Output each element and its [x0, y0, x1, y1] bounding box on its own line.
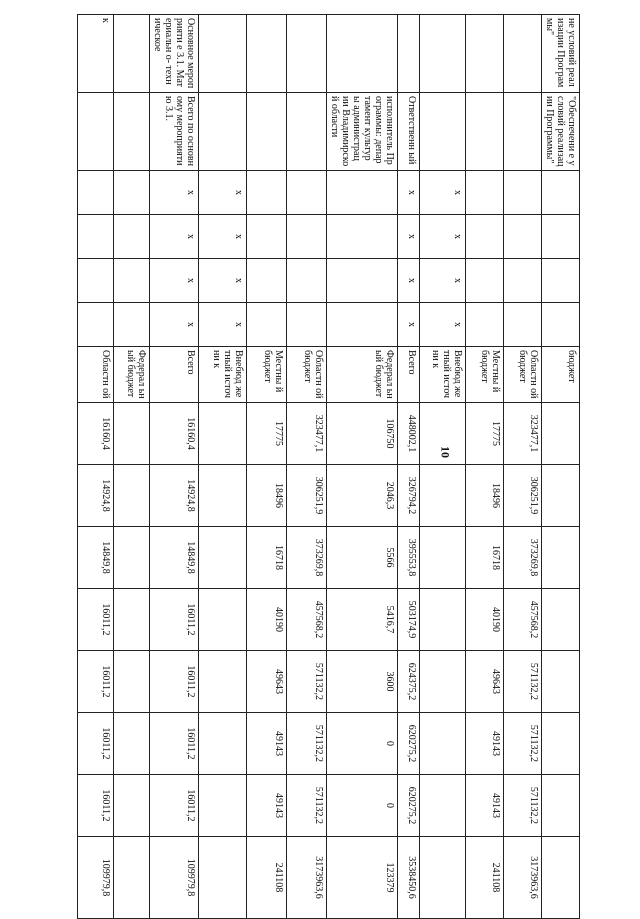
table-cell: 49643	[466, 651, 504, 713]
table-cell	[466, 303, 504, 347]
table-cell: 241108	[466, 837, 504, 919]
table-cell: 323477,1	[287, 403, 327, 465]
table-cell: 3538450,6	[398, 837, 420, 919]
table-cell: 16011,2	[150, 713, 199, 775]
table-cell: 16011,2	[150, 589, 199, 651]
table-cell: Ответственн ый	[398, 93, 420, 171]
table-cell: x	[398, 215, 420, 259]
table-cell: x	[150, 303, 199, 347]
table-cell: 16160,4	[78, 403, 114, 465]
table-cell	[542, 259, 580, 303]
table-cell: 49643	[247, 651, 287, 713]
table-cell	[114, 303, 150, 347]
table-cell	[420, 651, 466, 713]
table-cell	[504, 215, 542, 259]
table-cell: "Обеспечени е условий реализации Программы"	[542, 93, 580, 171]
table-cell: x	[199, 171, 247, 215]
table-cell: бюджет	[542, 347, 580, 403]
table-cell	[114, 15, 150, 93]
table-cell	[542, 651, 580, 713]
table-cell: x	[150, 215, 199, 259]
table-cell	[287, 259, 327, 303]
table-row	[398, 15, 420, 919]
table-cell: 2046,3	[327, 465, 398, 527]
table-cell	[420, 713, 466, 775]
table-cell: 571132,2	[287, 713, 327, 775]
table-cell: Основное мероприяти е 3.1. Материальн о- техническое	[150, 15, 199, 93]
table-cell	[504, 259, 542, 303]
table-cell: 109979,8	[150, 837, 199, 919]
table-cell	[287, 15, 327, 93]
table-cell	[466, 259, 504, 303]
table-cell: x	[398, 303, 420, 347]
table-cell	[542, 713, 580, 775]
table-cell	[542, 837, 580, 919]
table-cell: к	[78, 15, 114, 93]
table-row	[150, 15, 199, 919]
table-cell: 18496	[466, 465, 504, 527]
table-cell	[78, 171, 114, 215]
table-cell: 16160,4	[150, 403, 199, 465]
table-cell	[542, 403, 580, 465]
table-cell	[542, 589, 580, 651]
table-cell: 306251,9	[504, 465, 542, 527]
table-cell	[199, 589, 247, 651]
table-cell: 0	[327, 713, 398, 775]
table-cell: 109979,8	[78, 837, 114, 919]
rotated-table-container	[80, 14, 580, 899]
budget-table	[77, 14, 580, 919]
table-cell: 18496	[247, 465, 287, 527]
table-cell: Местны й бюджет	[247, 347, 287, 403]
table-cell: 17775	[247, 403, 287, 465]
table-cell	[199, 713, 247, 775]
table-cell	[247, 15, 287, 93]
table-cell	[327, 15, 398, 93]
table-cell	[199, 93, 247, 171]
table-cell: Всего по основному мероприяти ю 3.1.	[150, 93, 199, 171]
table-cell: x	[199, 303, 247, 347]
table-cell: Областн ой бюджет	[504, 347, 542, 403]
table-cell: 14849,8	[150, 527, 199, 589]
table-cell	[114, 215, 150, 259]
table-cell: 457568,2	[504, 589, 542, 651]
table-cell	[504, 171, 542, 215]
table-cell	[542, 775, 580, 837]
table-cell: 106750	[327, 403, 398, 465]
table-row	[199, 15, 247, 919]
table-cell	[542, 465, 580, 527]
table-cell: Областн ой бюджет	[287, 347, 327, 403]
page-number: 10	[438, 446, 453, 458]
table-row	[78, 15, 114, 919]
table-cell: Областн ой	[78, 347, 114, 403]
table-cell	[420, 403, 466, 465]
table-cell	[504, 93, 542, 171]
table-cell	[420, 527, 466, 589]
table-cell	[420, 15, 466, 93]
table-cell: 5566	[327, 527, 398, 589]
table-cell: 326794,2	[398, 465, 420, 527]
table-row	[466, 15, 504, 919]
table-cell	[327, 171, 398, 215]
table-cell: Всего	[398, 347, 420, 403]
table-cell: 16011,2	[78, 713, 114, 775]
table-cell	[199, 651, 247, 713]
table-cell: x	[420, 171, 466, 215]
table-body	[78, 15, 580, 919]
table-cell: 571132,2	[287, 651, 327, 713]
table-cell	[398, 15, 420, 93]
table-cell	[542, 527, 580, 589]
table-cell	[287, 303, 327, 347]
table-cell: 14924,8	[78, 465, 114, 527]
table-cell: 40190	[466, 589, 504, 651]
table-cell	[287, 171, 327, 215]
table-cell	[420, 775, 466, 837]
table-cell	[199, 15, 247, 93]
table-cell	[114, 93, 150, 171]
table-cell	[78, 303, 114, 347]
table-cell: не условий реализации Программы"	[542, 15, 580, 93]
table-cell	[466, 171, 504, 215]
table-cell	[114, 713, 150, 775]
table-cell: 571132,2	[504, 713, 542, 775]
table-cell: x	[199, 259, 247, 303]
table-cell: 571132,2	[504, 775, 542, 837]
table-cell: 395553,8	[398, 527, 420, 589]
table-cell: 503174,9	[398, 589, 420, 651]
table-cell: 241108	[247, 837, 287, 919]
table-cell	[466, 215, 504, 259]
table-cell: x	[398, 259, 420, 303]
table-cell	[199, 837, 247, 919]
table-cell: 3173963,6	[287, 837, 327, 919]
table-cell: x	[150, 259, 199, 303]
table-cell: 3173963,6	[504, 837, 542, 919]
table-cell	[114, 465, 150, 527]
table-row	[420, 15, 466, 919]
table-cell: Внебюд жетный источни к	[199, 347, 247, 403]
table-cell	[504, 15, 542, 93]
table-cell: x	[199, 215, 247, 259]
table-cell: 620275,2	[398, 713, 420, 775]
table-cell: 448002,1	[398, 403, 420, 465]
table-cell	[420, 589, 466, 651]
table-cell: x	[420, 303, 466, 347]
table-cell	[420, 837, 466, 919]
table-cell	[114, 589, 150, 651]
table-cell	[420, 465, 466, 527]
table-row	[247, 15, 287, 919]
table-cell: Всего	[150, 347, 199, 403]
table-cell: 620275,2	[398, 775, 420, 837]
table-cell	[327, 303, 398, 347]
table-cell: 3600	[327, 651, 398, 713]
table-cell: x	[150, 171, 199, 215]
table-cell	[466, 93, 504, 171]
table-cell: 457568,2	[287, 589, 327, 651]
table-cell	[114, 775, 150, 837]
table-cell: исполнитель Программы: департамент культуры администрац ии Владимирско й области	[327, 93, 398, 171]
table-cell	[114, 259, 150, 303]
table-cell: x	[420, 259, 466, 303]
table-cell	[247, 215, 287, 259]
table-cell: 49143	[247, 775, 287, 837]
table-cell: 16011,2	[150, 651, 199, 713]
table-cell	[542, 171, 580, 215]
table-cell: Федерал ьный бюджет	[327, 347, 398, 403]
table-cell	[287, 215, 327, 259]
table-cell: 16718	[466, 527, 504, 589]
table-cell: Федерал ьный бюджет	[114, 347, 150, 403]
table-cell	[420, 93, 466, 171]
table-cell: 0	[327, 775, 398, 837]
table-cell	[542, 303, 580, 347]
table-row	[287, 15, 327, 919]
table-cell: 49143	[466, 775, 504, 837]
table-cell	[199, 527, 247, 589]
table-cell	[78, 259, 114, 303]
table-cell	[327, 259, 398, 303]
table-cell	[327, 215, 398, 259]
table-cell	[114, 403, 150, 465]
table-cell: 624375,2	[398, 651, 420, 713]
table-cell: 16011,2	[150, 775, 199, 837]
table-cell	[247, 259, 287, 303]
table-cell	[114, 527, 150, 589]
table-cell	[199, 775, 247, 837]
table-cell	[78, 93, 114, 171]
table-cell: 571132,2	[504, 651, 542, 713]
table-cell	[199, 403, 247, 465]
table-cell	[114, 651, 150, 713]
table-cell: 16011,2	[78, 775, 114, 837]
table-cell	[247, 171, 287, 215]
table-cell: 14924,8	[150, 465, 199, 527]
table-cell	[114, 837, 150, 919]
table-cell: 373269,8	[504, 527, 542, 589]
table-cell: 373269,8	[287, 527, 327, 589]
table-cell: 49143	[247, 713, 287, 775]
table-cell	[114, 171, 150, 215]
table-cell: 571132,2	[287, 775, 327, 837]
table-row	[504, 15, 542, 919]
table-cell	[199, 465, 247, 527]
table-row	[114, 15, 150, 919]
table-cell: 16718	[247, 527, 287, 589]
table-cell: 123379	[327, 837, 398, 919]
table-cell: 323477,1	[504, 403, 542, 465]
table-cell	[247, 93, 287, 171]
table-row	[327, 15, 398, 919]
table-cell	[466, 15, 504, 93]
table-cell	[287, 93, 327, 171]
table-cell: 306251,9	[287, 465, 327, 527]
table-row	[542, 15, 580, 919]
table-cell: 17775	[466, 403, 504, 465]
table-cell	[78, 215, 114, 259]
table-cell: 40190	[247, 589, 287, 651]
table-cell: Внебюд жетный источни к	[420, 347, 466, 403]
table-cell: 14849,8	[78, 527, 114, 589]
table-cell	[542, 215, 580, 259]
table-cell	[504, 303, 542, 347]
table-cell: 49143	[466, 713, 504, 775]
table-cell: x	[398, 171, 420, 215]
table-cell	[247, 303, 287, 347]
table-cell: 16011,2	[78, 589, 114, 651]
table-cell: Местны й бюджет	[466, 347, 504, 403]
table-cell: x	[420, 215, 466, 259]
table-cell: 16011,2	[78, 651, 114, 713]
table-cell: 5416,7	[327, 589, 398, 651]
